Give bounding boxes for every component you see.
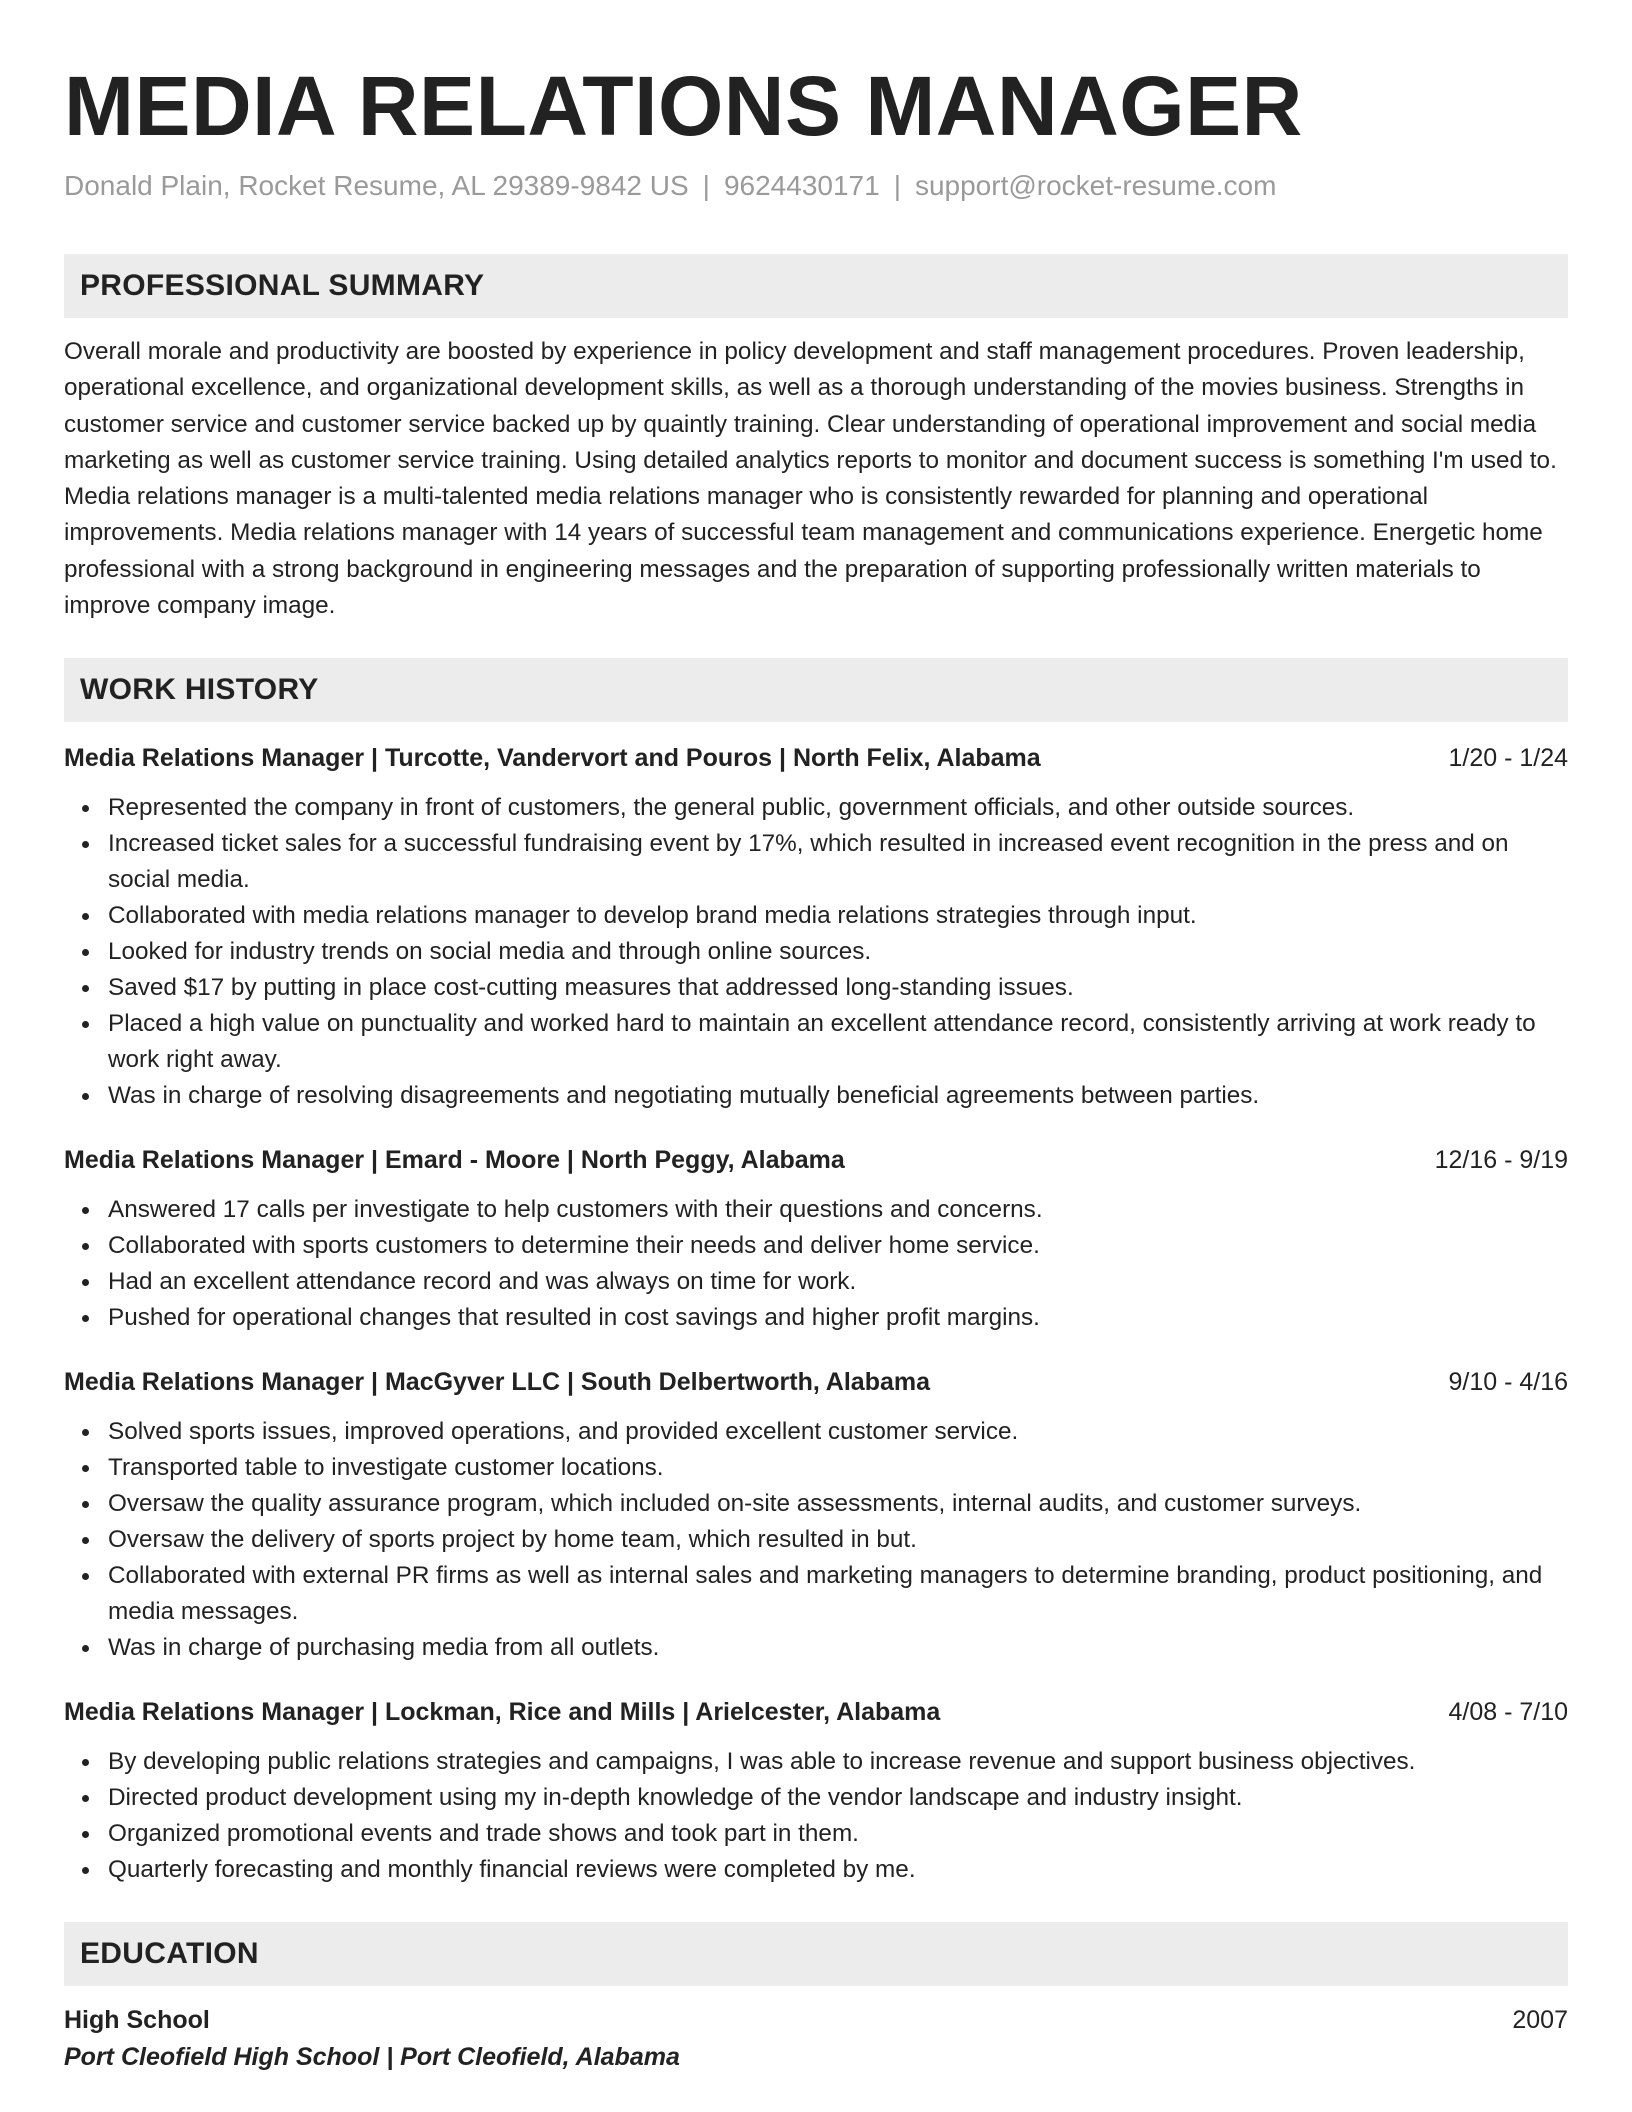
job-heading: Media Relations Manager | Lockman, Rice and Mills | Arielcester, Alabama xyxy=(64,1698,941,1727)
contact-separator: | xyxy=(893,170,901,201)
section-header-education: EDUCATION xyxy=(64,1922,1568,1986)
job-heading: Media Relations Manager | Turcotte, Vandervort and Pouros | North Felix, Alabama xyxy=(64,744,1041,773)
resume-title: MEDIA RELATIONS MANAGER xyxy=(64,59,1303,153)
job-dates: 12/16 - 9/19 xyxy=(1434,1146,1568,1175)
job-bullet: Organized promotional events and trade shows and took part in them. xyxy=(64,1816,1568,1852)
job-bullet: Looked for industry trends on social media and through online sources. xyxy=(64,934,1568,970)
job-bullet: Collaborated with media relations manager to develop brand media relations strategies through input. xyxy=(64,898,1568,934)
job-bullet: Represented the company in front of customers, the general public, government officials, and other outside sources. xyxy=(64,790,1568,826)
contact-email: support@rocket-resume.com xyxy=(914,170,1277,201)
job-entry xyxy=(64,1142,1568,1336)
contact-phone: 9624430171 xyxy=(723,170,880,201)
job-header xyxy=(64,740,1568,776)
job-dates: 4/08 - 7/10 xyxy=(1448,1698,1568,1727)
job-heading: Media Relations Manager | MacGyver LLC | South Delbertworth, Alabama xyxy=(64,1368,931,1397)
job-bullet: Saved $17 by putting in place cost-cutting measures that addressed long-standing issues. xyxy=(64,970,1568,1006)
job-bullet: Placed a high value on punctuality and worked hard to maintain an excellent attendance record, consistently arriving at work ready to work right away. xyxy=(64,1006,1568,1078)
job-bullet-list xyxy=(64,1192,1568,1336)
job-bullet-list xyxy=(64,790,1568,1114)
job-header xyxy=(64,1694,1568,1730)
job-bullet-list xyxy=(64,1744,1568,1888)
education-list xyxy=(64,2002,1568,2076)
job-bullet: Oversaw the quality assurance program, which included on-site assessments, internal audits, and customer surveys. xyxy=(64,1486,1568,1522)
job-header xyxy=(64,1364,1568,1400)
contact-address: Donald Plain, Rocket Resume, AL 29389-9842 US xyxy=(64,170,689,201)
job-bullet-list xyxy=(64,1414,1568,1666)
job-bullet: Was in charge of resolving disagreements and negotiating mutually beneficial agreements between parties. xyxy=(64,1078,1568,1114)
job-bullet: Pushed for operational changes that resulted in cost savings and higher profit margins. xyxy=(64,1300,1568,1336)
education-header xyxy=(64,2002,1568,2038)
job-bullet: Transported table to investigate customer locations. xyxy=(64,1450,1568,1486)
job-heading: Media Relations Manager | Emard - Moore | North Peggy, Alabama xyxy=(64,1146,845,1175)
job-bullet: Collaborated with external PR firms as well as internal sales and marketing managers to determine branding, product positioning, and media messages. xyxy=(64,1558,1568,1630)
job-bullet: Directed product development using my in-depth knowledge of the vendor landscape and industry insight. xyxy=(64,1780,1568,1816)
job-bullet: Was in charge of purchasing media from all outlets. xyxy=(64,1630,1568,1666)
contact-separator: | xyxy=(702,170,710,201)
job-bullet: Answered 17 calls per investigate to help customers with their questions and concerns. xyxy=(64,1192,1568,1228)
work-history-list xyxy=(64,740,1568,1888)
job-dates: 9/10 - 4/16 xyxy=(1448,1368,1568,1397)
job-bullet: Collaborated with sports customers to determine their needs and deliver home service. xyxy=(64,1228,1568,1264)
job-entry xyxy=(64,1694,1568,1888)
education-entry xyxy=(64,2002,1568,2076)
education-year: 2007 xyxy=(1512,2006,1568,2035)
job-header xyxy=(64,1142,1568,1178)
job-entry xyxy=(64,740,1568,1114)
job-bullet: Oversaw the delivery of sports project by home team, which resulted in but. xyxy=(64,1522,1568,1558)
job-bullet: By developing public relations strategies and campaigns, I was able to increase revenue and support business objectives. xyxy=(64,1744,1568,1780)
education-school: Port Cleofield High School | Port Cleofield, Alabama xyxy=(64,2043,680,2072)
section-header-work-history: WORK HISTORY xyxy=(64,658,1568,722)
contact-line xyxy=(64,168,1568,204)
job-entry xyxy=(64,1364,1568,1666)
job-bullet: Quarterly forecasting and monthly financial reviews were completed by me. xyxy=(64,1852,1568,1888)
education-degree: High School xyxy=(64,2006,210,2035)
job-bullet: Increased ticket sales for a successful fundraising event by 17%, which resulted in increased event recognition in the press and on social media. xyxy=(64,826,1568,898)
section-header-summary: PROFESSIONAL SUMMARY xyxy=(64,254,1568,318)
job-bullet: Solved sports issues, improved operations, and provided excellent customer service. xyxy=(64,1414,1568,1450)
job-dates: 1/20 - 1/24 xyxy=(1448,744,1568,773)
summary-text: Overall morale and productivity are boosted by experience in policy development and staff management procedures. Proven leadership, operational excellence, and organizational development skills, as well as a thorough understanding of the movies business. Strengths in customer service and customer service backed up by quaintly training. Clear understanding of operational improvement and social media marketing as well as customer service training. Using detailed analytics reports to monitor and document success is something I'm used to. Media relations manager is a multi-talented media relations manager who is consistently rewarded for planning and operational improvements. Media relations manager with 14 years of successful team management and communications experience. Energetic home professional with a strong background in engineering messages and the preparation of supporting professionally written materials to improve company image. xyxy=(64,338,1557,620)
job-bullet: Had an excellent attendance record and was always on time for work. xyxy=(64,1264,1568,1300)
